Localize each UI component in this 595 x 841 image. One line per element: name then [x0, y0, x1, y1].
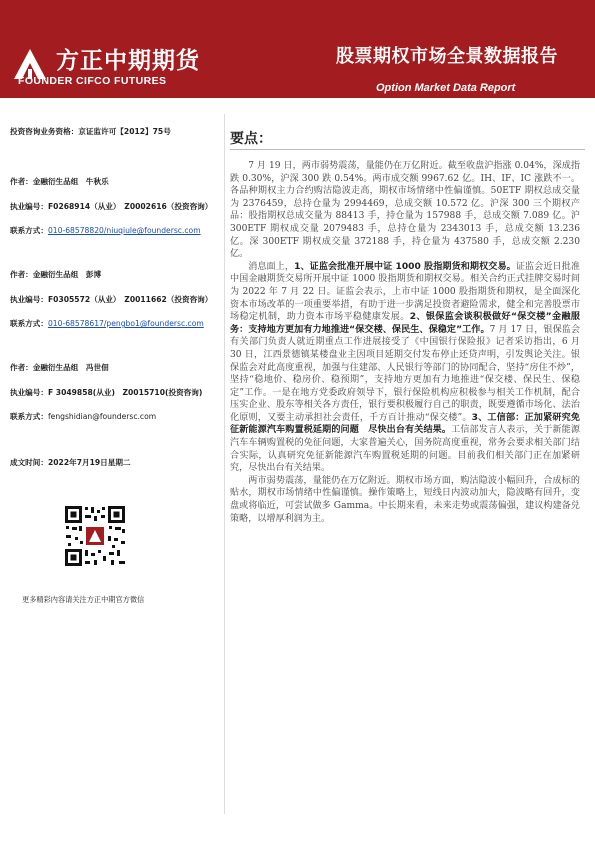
strategy-paragraph: 两市弱势震荡，量能仍在万亿附近。期权市场方面，购沽隐波小幅回升，合成标的贴水，期权市场情绪中性偏谨慎。操作策略上，短线日内波动加大，隐波略有回升，变盘或将临近，可尝试做多 Gamma。中长期来看，未来走势或震荡偏强，建议构建备兑策略，以增厚利润为主。	[230, 475, 580, 524]
header-banner	[0, 0, 595, 98]
wechat-qr-code	[64, 505, 126, 567]
report-subtitle: Option Market Data Report	[376, 82, 516, 94]
key-points-body	[230, 160, 580, 525]
news-lead: 消息面上，	[248, 261, 295, 272]
news-body-3: 工信部发言人表示，关于新能源汽车车辆购置税的免征问题，大家普遍关心，国务院高度重视，常务会要求相关部门结合实际，认真研究免征新能源汽车购置税延期的问题。目前我们相关部门正在加紧研究，尽快出台有关结果。	[230, 425, 580, 474]
author-line: 作者：金融衍生品组 彭博	[10, 270, 102, 279]
news-body-1: 证监会近日批准中国金融期货交易所开展中证 1000 股指期货和期权交易。相关合约正式挂牌交易时间为 2022 年 7 月 22 日。证监会表示，上市中证 1000 股指期货和期权，是全面深化资本市场改革的一项重要举措，有助于进一步满足投资者避险需求，健全和完善股票市场稳定机制，助力资本市场平稳健康发展。	[230, 261, 580, 323]
author-line: 作者：金融衍生品组 牛秋乐	[10, 177, 109, 186]
heading-rule	[230, 149, 585, 150]
contact-label: 联系方式：	[10, 226, 48, 235]
news-body-2: 7 月 17 日，银保监会有关部门负责人就近期重点工作进展接受了《中国银行保险报》记者采访指出，6 月 30 日，江西景德镇某楼盘业主因项目延期交付发布停止还贷声明，引发舆论关注。银保监会对此高度重视，加强与住建部、人民银行等部门的协同配合，坚持“房住不炒”，坚持“稳地价、稳房价、稳预期”，支持地方更加有力地推进“保交楼、保民生、保稳定”工作。一是在地方党委政府领导下，银行保险机构应积极参与相关工作机制，配合压实企业、股东等相关各方责任，银行要积极履行自己的职责，既要遵循市场化、法治化原则，又要主动承担社会责任，千方百计推动“保交楼”。	[230, 324, 580, 423]
contact-label: 联系方式：	[10, 319, 48, 328]
license-line: 投资咨询业务资格：京证监许可【2012】75号	[10, 127, 171, 136]
contact-email: fengshidian@foundersc.com	[47, 412, 157, 421]
qr-caption: 更多精彩内容请关注方正中期官方微信	[22, 595, 145, 604]
brand-name-cn: 方正中期期货	[56, 48, 200, 74]
news-paragraph	[230, 261, 580, 475]
contact-email-link[interactable]: 010-68578617/pengbo1@foundersc.com	[47, 319, 204, 328]
contact-label: 联系方式：	[10, 412, 48, 421]
brand-name-en: FOUNDER CIFCO FUTURES	[18, 75, 167, 87]
contact-line	[10, 225, 201, 236]
contact-email-link[interactable]: 010-68578820/niuqiule@foundersc.com	[47, 226, 201, 235]
contact-line	[10, 318, 204, 329]
news-headline-1: 1、证监会批准开展中证 1000 股指期货和期权交易。	[294, 261, 516, 272]
contact-line	[10, 411, 156, 422]
reg-number-line: 执业编号：F0305572（从业） Z0011662（投资咨询）	[10, 295, 213, 304]
author-line: 作者：金融衍生品组 冯世佃	[10, 363, 109, 372]
publish-date: 成文时间：2022年7月19日星期二	[10, 458, 131, 467]
column-divider	[224, 114, 225, 814]
key-points-heading: 要点：	[230, 131, 272, 147]
report-title: 股票期权市场全景数据报告	[336, 46, 558, 67]
news-headline-2: 2、银保监会谈积极做好“保交楼”金融服务：支持地方更加有力地推进“保交楼、保民生、保稳定”工作。	[230, 312, 580, 335]
market-summary-paragraph: 7 月 19 日，两市弱势震荡，量能仍在万亿附近。截至收盘沪指涨 0.04%，深成指跌 0.30%，沪深 300 跌 0.54%。两市成交额 9967.62 亿。IH、IF、IC 涨跌不一。各品种期权主力合约购沽隐波走高，期权市场情绪中性偏谨慎。50ETF 期权总成交量为 2376459，总持仓量为 2994469，总成交额 10.572 亿。沪深 300 三个期权产品：股指期权总成交量为 88413 手，持仓量为 157988 手，总成交额 7.089 亿。沪 300ETF 期权成交量 2079483 手，总持仓量为 2343013 手，总成交额 13.236 亿。深 300ETF 期权成交量 372188 手，持仓量为 437580 手，总成交额 2.230 亿。	[230, 161, 580, 260]
news-headline-3: 3、工信部：正加紧研究免征新能源汽车购置税延期的问题 尽快出台有关结果。	[230, 412, 580, 436]
reg-number-line: 执业编号：F0268914（从业） Z0002616（投资咨询）	[10, 202, 213, 211]
reg-number-line: 执业编号：F 3049858(从业) Z0015710(投资咨询)	[10, 388, 203, 397]
